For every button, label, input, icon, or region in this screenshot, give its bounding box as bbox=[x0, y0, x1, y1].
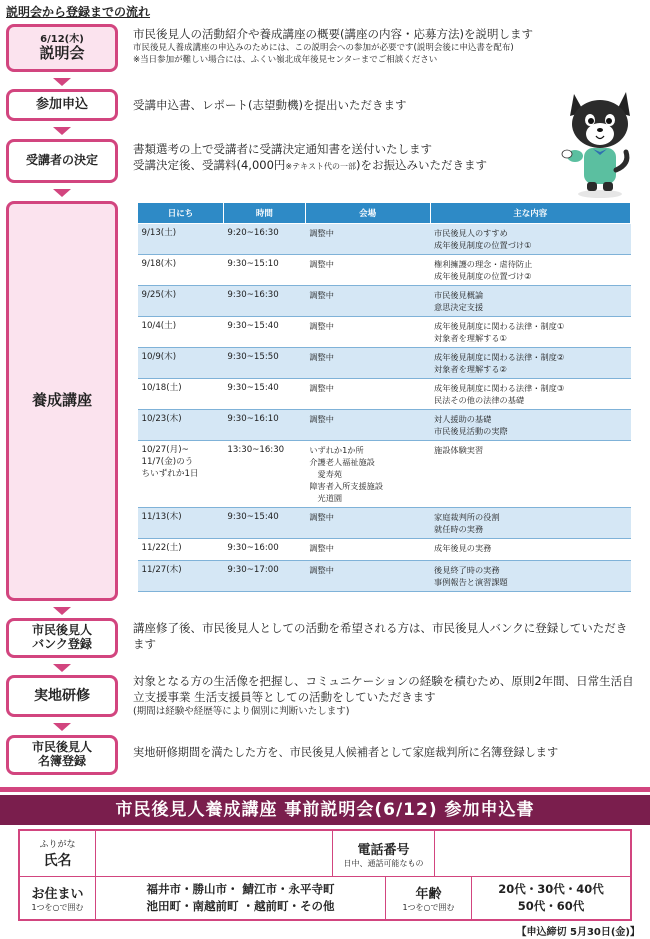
schedule-row bbox=[138, 317, 631, 348]
schedule-venue-cell: 調整中 bbox=[305, 348, 430, 379]
application-form bbox=[18, 829, 632, 921]
briefing-main: 市民後見人の活動紹介や養成講座の概要(講座の内容・応募方法)を説明します bbox=[133, 27, 533, 41]
schedule-row bbox=[138, 379, 631, 410]
step-application-label: 参加申込 bbox=[35, 96, 88, 112]
roster-desc: 実地研修期間を満たした方を、市民後見人候補者として家庭裁判所に名簿登録します bbox=[133, 746, 559, 759]
section-divider bbox=[0, 787, 650, 792]
schedule-header-venue: 会場 bbox=[305, 203, 430, 224]
schedule-venue-cell: 調整中 bbox=[305, 255, 430, 286]
schedule-time-cell: 9:30~15:40 bbox=[223, 508, 305, 539]
flow-arrow bbox=[53, 607, 71, 615]
schedule-date-cell: 11/22(土) bbox=[138, 539, 224, 561]
name-label-cell bbox=[20, 831, 96, 877]
course-schedule-table bbox=[137, 202, 631, 592]
step-practical-label: 実地研修 bbox=[34, 687, 90, 704]
schedule-date-cell: 10/4(土) bbox=[138, 317, 224, 348]
schedule-content-cell: 施設体験実習 bbox=[430, 441, 630, 508]
age-label: 年齢 bbox=[415, 887, 442, 902]
address-options[interactable] bbox=[96, 877, 386, 919]
schedule-content-cell: 成年後見の実務 bbox=[430, 539, 630, 561]
schedule-time-cell: 9:30~16:10 bbox=[223, 410, 305, 441]
step-course bbox=[6, 201, 118, 601]
schedule-venue-cell: 調整中 bbox=[305, 317, 430, 348]
step-briefing-date: 6/12(木) bbox=[40, 33, 84, 45]
flow-title: 説明会から登録までの流れ bbox=[6, 5, 151, 19]
age-note: 1つを○で囲む bbox=[402, 903, 455, 912]
step-course-label: 養成講座 bbox=[31, 391, 92, 410]
step-briefing bbox=[6, 24, 118, 72]
address-options-line1: 福井市・勝山市・ 鯖江市・永平寺町 bbox=[146, 882, 335, 896]
age-options-line2: 50代・60代 bbox=[517, 899, 585, 913]
step-bank-registration bbox=[6, 618, 118, 658]
schedule-content-cell: 市民後見人のすすめ 成年後見制度の位置づけ① bbox=[430, 224, 630, 255]
selection-line2 bbox=[133, 157, 633, 175]
address-note: 1つを○で囲む bbox=[31, 903, 84, 912]
schedule-time-cell: 9:30~16:00 bbox=[223, 539, 305, 561]
schedule-time-cell: 9:30~15:40 bbox=[223, 379, 305, 410]
step-roster-line2: 名簿登録 bbox=[37, 754, 86, 768]
briefing-desc bbox=[133, 26, 638, 66]
selection-desc bbox=[133, 141, 633, 175]
flow-arrow bbox=[53, 78, 71, 86]
step-bank-line1: 市民後見人 bbox=[31, 623, 92, 638]
schedule-venue-cell: 調整中 bbox=[305, 286, 430, 317]
schedule-row bbox=[138, 539, 631, 561]
practical-main: 対象となる方の生活像を把握し、コミュニケーションの経験を積むため、原則2年間、日常生活自立支援事業 生活支援員等としての活動をしていただきます bbox=[133, 674, 634, 704]
schedule-row bbox=[138, 348, 631, 379]
phone-input-field[interactable] bbox=[435, 831, 630, 877]
name-label: 氏名 bbox=[43, 853, 72, 869]
practical-note: (期間は経験や経歴等により個別に判断いたします) bbox=[133, 706, 350, 717]
schedule-date-cell: 11/27(木) bbox=[138, 561, 224, 592]
application-deadline: 【申込締切 5月30日(金)】 bbox=[516, 927, 640, 938]
age-label-cell bbox=[386, 877, 472, 919]
schedule-date-cell: 9/18(木) bbox=[138, 255, 224, 286]
flow-arrow bbox=[53, 723, 71, 731]
name-input-field[interactable] bbox=[96, 831, 333, 877]
phone-label: 電話番号 bbox=[357, 842, 410, 858]
step-selection bbox=[6, 139, 118, 183]
schedule-content-cell: 家庭裁判所の役割 就任時の実務 bbox=[430, 508, 630, 539]
address-options-line2: 池田町・南越前町 ・越前町・その他 bbox=[146, 899, 335, 913]
address-label: お住まい bbox=[31, 887, 84, 902]
bank-desc: 講座修了後、市民後見人としての活動を希望される方は、市民後見人バンクに登録していただきます bbox=[133, 621, 628, 651]
schedule-content-cell: 対人援助の基礎 市民後見活動の実際 bbox=[430, 410, 630, 441]
schedule-time-cell: 9:20~16:30 bbox=[223, 224, 305, 255]
phone-note: 日中、通話可能なもの bbox=[343, 858, 424, 868]
schedule-content-cell: 成年後見制度に関わる法律・制度③ 民法その他の法律の基礎 bbox=[430, 379, 630, 410]
schedule-row bbox=[138, 224, 631, 255]
schedule-header-date: 日にち bbox=[138, 203, 224, 224]
schedule-row bbox=[138, 255, 631, 286]
schedule-row bbox=[138, 441, 631, 508]
schedule-venue-cell: 調整中 bbox=[305, 508, 430, 539]
step-briefing-label: 説明会 bbox=[39, 44, 85, 63]
step-roster-line1: 市民後見人 bbox=[31, 740, 92, 755]
dog-mascot-illustration bbox=[560, 82, 640, 200]
schedule-venue-cell: 調整中 bbox=[305, 379, 430, 410]
schedule-row bbox=[138, 410, 631, 441]
furigana-label: ふりがな bbox=[39, 840, 76, 850]
schedule-time-cell: 9:30~17:00 bbox=[223, 561, 305, 592]
schedule-venue-cell: 調整中 bbox=[305, 539, 430, 561]
briefing-note: ※当日参加が難しい場合には、ふくい嶺北成年後見センターまでご相談ください bbox=[133, 55, 438, 65]
schedule-date-cell: 10/9(木) bbox=[138, 348, 224, 379]
schedule-date-cell: 10/27(月)~ 11/7(金)のう ちいずれか1日 bbox=[138, 441, 224, 508]
flow-arrow bbox=[53, 664, 71, 672]
schedule-time-cell: 9:30~15:50 bbox=[223, 348, 305, 379]
schedule-time-cell: 9:30~15:40 bbox=[223, 317, 305, 348]
step-selection-label: 受講者の決定 bbox=[25, 153, 98, 168]
schedule-venue-cell: いずれか1か所 介護老人福祉施設 愛寿苑 障害者入所支援施設 光道園 bbox=[305, 441, 430, 508]
step-practical-training bbox=[6, 675, 118, 717]
schedule-venue-cell: 調整中 bbox=[305, 224, 430, 255]
schedule-time-cell: 9:30~16:30 bbox=[223, 286, 305, 317]
schedule-date-cell: 10/23(木) bbox=[138, 410, 224, 441]
practical-desc bbox=[133, 673, 638, 718]
schedule-date-cell: 10/18(土) bbox=[138, 379, 224, 410]
schedule-content-cell: 成年後見制度に関わる法律・制度① 対象者を理解する① bbox=[430, 317, 630, 348]
briefing-sub: 市民後見人養成講座の申込みのためには、この説明会への参加が必要です(説明会後に申込書を配布) bbox=[133, 43, 514, 53]
step-application bbox=[6, 89, 118, 121]
age-options-line1: 20代・30代・40代 bbox=[498, 882, 604, 896]
form-title-banner: 市民後見人養成講座 事前説明会(6/12) 参加申込書 bbox=[0, 795, 650, 825]
flow-arrow bbox=[53, 127, 71, 135]
schedule-date-cell: 9/25(木) bbox=[138, 286, 224, 317]
selection-fee: 受講決定後、受講料(4,000円 bbox=[133, 158, 286, 172]
schedule-content-cell: 市民後見概論 意思決定支援 bbox=[430, 286, 630, 317]
schedule-venue-cell: 調整中 bbox=[305, 561, 430, 592]
application-desc: 受講申込書、レポート(志望動機)を提出いただきます bbox=[133, 98, 407, 112]
selection-line1: 書類選考の上で受講者に受講決定通知書を送付いたします bbox=[133, 142, 432, 156]
schedule-row bbox=[138, 286, 631, 317]
schedule-content-cell: 成年後見制度に関わる法律・制度② 対象者を理解する② bbox=[430, 348, 630, 379]
schedule-row bbox=[138, 508, 631, 539]
step-bank-line2: バンク登録 bbox=[32, 637, 92, 651]
schedule-header-content: 主な内容 bbox=[430, 203, 630, 224]
schedule-time-cell: 13:30~16:30 bbox=[223, 441, 305, 508]
schedule-header-time: 時間 bbox=[223, 203, 305, 224]
phone-label-cell bbox=[333, 831, 435, 877]
schedule-content-cell: 後見終了時の実務 事例報告と演習課題 bbox=[430, 561, 630, 592]
selection-fee-note: ※テキスト代の一部 bbox=[285, 162, 356, 171]
address-label-cell bbox=[20, 877, 96, 919]
schedule-venue-cell: 調整中 bbox=[305, 410, 430, 441]
flow-arrow bbox=[53, 189, 71, 197]
schedule-row bbox=[138, 561, 631, 592]
schedule-date-cell: 11/13(木) bbox=[138, 508, 224, 539]
selection-fee-end: )をお振込みいただきます bbox=[355, 158, 487, 172]
step-roster-registration bbox=[6, 735, 118, 775]
schedule-time-cell: 9:30~15:10 bbox=[223, 255, 305, 286]
schedule-header-row bbox=[138, 203, 631, 224]
schedule-content-cell: 権利擁護の理念・虐待防止 成年後見制度の位置づけ② bbox=[430, 255, 630, 286]
schedule-date-cell: 9/13(土) bbox=[138, 224, 224, 255]
age-options[interactable] bbox=[472, 877, 630, 919]
